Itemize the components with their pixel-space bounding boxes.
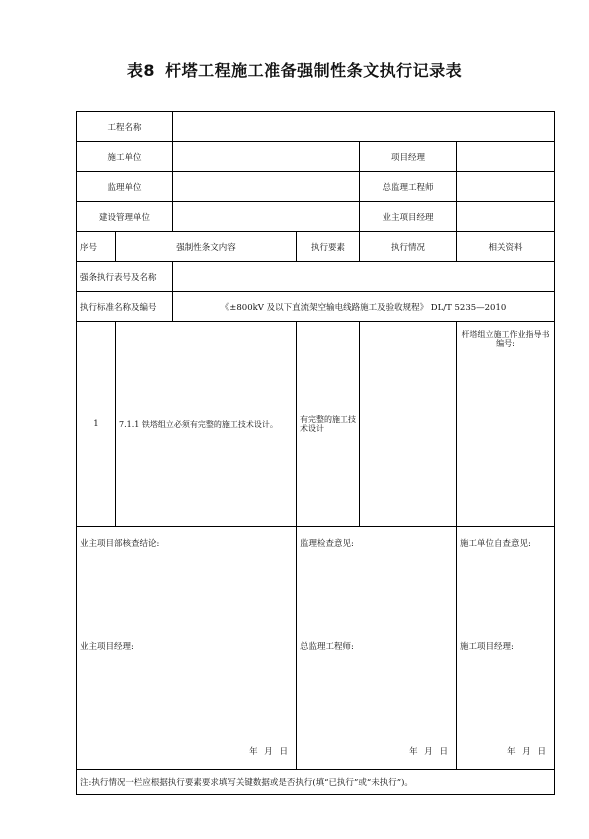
project-name-label: 工程名称 <box>77 112 173 142</box>
table-title: 杆塔工程施工准备强制性条文执行记录表 <box>165 61 463 80</box>
owner-unit-field[interactable] <box>173 202 360 232</box>
table-no-field[interactable] <box>173 262 555 292</box>
construction-unit-label: 施工单位 <box>77 142 173 172</box>
project-name-field[interactable] <box>173 112 555 142</box>
standard-value: 《±800kV 及以下直流架空输电线路施工及验收规程》 DL/T 5235—2010 <box>173 292 555 322</box>
row-owner-unit <box>77 202 555 232</box>
table-number: 表8 <box>126 61 156 80</box>
construction-unit-field[interactable] <box>173 142 360 172</box>
row-table-number <box>77 262 555 292</box>
contractor-opinion-label: 施工单位自查意见: <box>460 539 531 549</box>
project-manager-field[interactable] <box>457 142 555 172</box>
col-seq-header: 序号 <box>77 232 116 262</box>
owner-date-label: 年 月 日 <box>249 747 291 757</box>
supervisor-date-label: 年 月 日 <box>409 747 451 757</box>
supervisor-signer-label: 总监理工程师: <box>300 642 354 652</box>
table-no-label: 强条执行表号及名称 <box>77 262 173 292</box>
owner-signoff-cell[interactable] <box>77 527 297 770</box>
signoff-row <box>77 527 555 770</box>
supervisor-signoff-cell[interactable] <box>297 527 457 770</box>
contractor-date-label: 年 月 日 <box>507 747 549 757</box>
project-manager-label: 项目经理 <box>360 142 457 172</box>
row-materials[interactable]: 杆塔组立施工作业指导书编号: <box>457 322 555 527</box>
supervisor-opinion-label: 监理检查意见: <box>300 539 354 549</box>
record-form <box>76 111 555 795</box>
note-row <box>77 770 555 795</box>
owner-signer-label: 业主项目经理: <box>80 642 134 652</box>
owner-opinion-label: 业主项目部核查结论: <box>80 539 160 549</box>
footnote: 注:执行情况一栏应根据执行要素要求填写关键数据或是否执行(填“已执行”或“未执行”)。 <box>77 770 555 795</box>
chief-supervisor-field[interactable] <box>457 172 555 202</box>
col-requirement-header: 执行要素 <box>297 232 360 262</box>
contractor-signoff-cell[interactable] <box>457 527 555 770</box>
owner-pm-field[interactable] <box>457 202 555 232</box>
col-content-header: 强制性条文内容 <box>116 232 297 262</box>
page-title <box>0 58 589 81</box>
row-project-name <box>77 112 555 142</box>
row-status-field[interactable] <box>360 322 457 527</box>
row-requirement: 有完整的施工技术设计 <box>297 322 360 527</box>
row-content: 7.1.1 铁塔组立必须有完整的施工技术设计。 <box>116 322 297 527</box>
column-header-row <box>77 232 555 262</box>
col-materials-header: 相关资料 <box>457 232 555 262</box>
row-seq: 1 <box>77 322 116 527</box>
supervision-unit-label: 监理单位 <box>77 172 173 202</box>
row-supervision-unit <box>77 172 555 202</box>
owner-unit-label: 建设管理单位 <box>77 202 173 232</box>
supervision-unit-field[interactable] <box>173 172 360 202</box>
standard-label: 执行标准名称及编号 <box>77 292 173 322</box>
owner-pm-label: 业主项目经理 <box>360 202 457 232</box>
col-status-header: 执行情况 <box>360 232 457 262</box>
table-row <box>77 322 555 527</box>
row-construction-unit <box>77 142 555 172</box>
contractor-signer-label: 施工项目经理: <box>460 642 514 652</box>
row-standard <box>77 292 555 322</box>
chief-supervisor-label: 总监理工程师 <box>360 172 457 202</box>
